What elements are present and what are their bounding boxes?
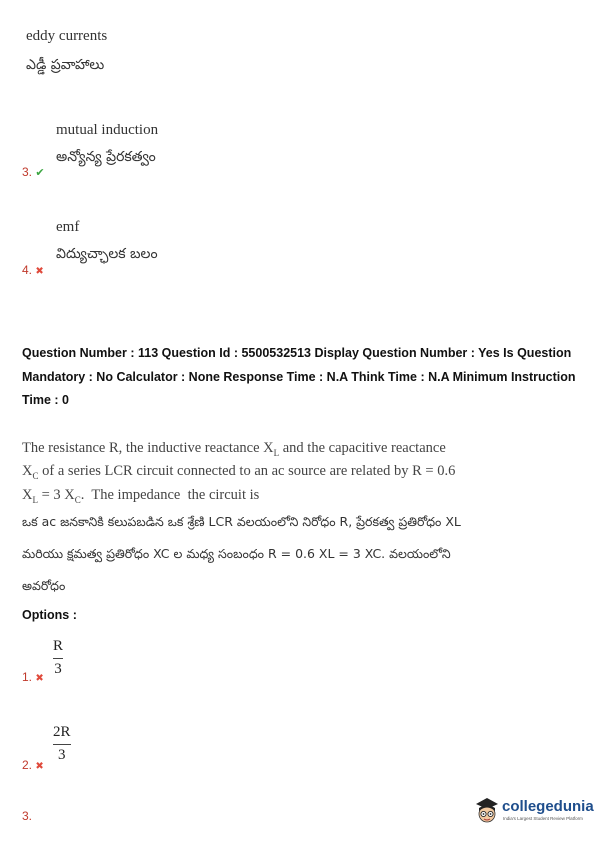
option-number: 3. (22, 809, 33, 823)
option-fraction (53, 638, 63, 678)
logo-name: collegedunia (502, 798, 594, 815)
option-number: 2. ✖ (22, 758, 44, 772)
prev-option-en: mutual induction (56, 122, 159, 138)
option-number: 1. ✖ (22, 670, 44, 684)
question-meta: Question Number : 113 Question Id : 5500532513 Display Question Number : Yes Is Question Mandatory : No Calculator : None Response Time : N.A Think Time : N.A Minimum Instruction Time : 0 (22, 346, 576, 407)
question-text-te-line: అవరోధం (22, 578, 66, 593)
wrong-cross-icon: ✖ (35, 266, 44, 277)
prev-option-te: ఎడ్డీ ప్రవాహాలు (26, 57, 105, 73)
fraction-bar (53, 658, 63, 659)
fraction-bar (53, 744, 71, 745)
numerator: 2R (53, 724, 71, 740)
logo-tagline: India's Largest Student Review Platform (503, 816, 583, 821)
collegedunia-logo (473, 795, 594, 827)
denominator: 3 (58, 747, 66, 763)
prev-option-te: విద్యుచ్ఛాలక బలం (56, 246, 158, 262)
denominator: 3 (54, 661, 62, 677)
question-text-en: The resistance R, the inductive reactance $X_L$ and the capacitive reactance $X_C$ of a series LCR circuit connected to an ac source are related by R = 0.6 $X_L = 3$ $X_C$. The impedance the circuit is (22, 440, 456, 505)
prev-option-en: emf (56, 219, 80, 235)
prev-option-te: అన్యోన్య ప్రేరకత్వం (56, 149, 156, 165)
correct-check-icon: ✔ (35, 167, 45, 179)
option-fraction (53, 724, 71, 764)
numerator: R (53, 638, 64, 654)
wrong-cross-icon: ✖ (35, 673, 44, 684)
wrong-cross-icon: ✖ (35, 761, 44, 772)
prev-option-en: eddy currents (26, 28, 108, 44)
option-number: 3. ✔ (22, 165, 45, 179)
question-text-te-line: ఒక ac జనకానికి కలుపబడిన ఒక శ్రేణి LCR వలయంలోని నిరోధం R, ప్రేరకత్వ ప్రతిరోధం XL (22, 514, 461, 529)
options-label: Options : (22, 608, 77, 622)
mascot-icon (473, 795, 501, 827)
option-number: 4. ✖ (22, 263, 44, 277)
question-text-te-line: మరియు క్షమత్వ ప్రతిరోధం XC ల మధ్య సంబంధం R = 0.6 XL = 3 XC. వలయంలోని (22, 546, 451, 561)
